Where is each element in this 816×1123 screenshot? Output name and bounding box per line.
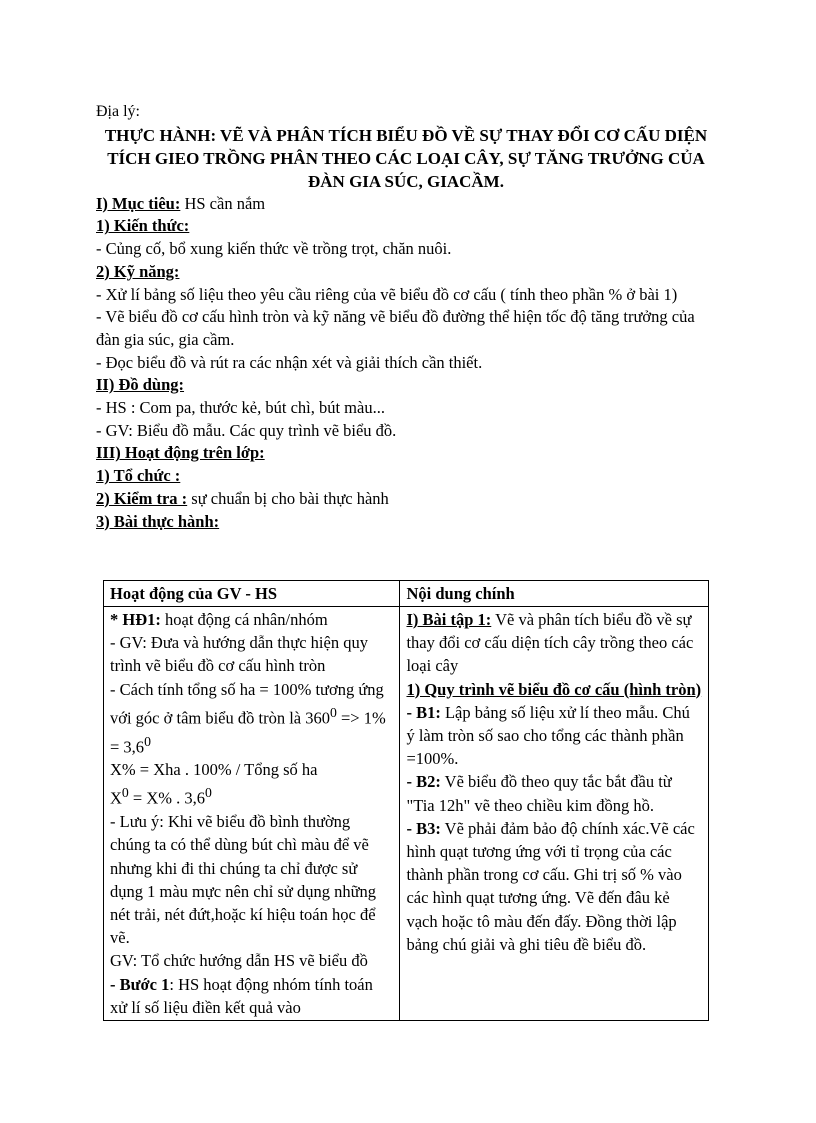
knowledge-heading: 1) Kiến thức:: [96, 216, 190, 236]
practice-heading: 3) Bài thực hành:: [96, 511, 220, 531]
document-body: [96, 101, 716, 533]
degree-sup: 0: [144, 733, 151, 749]
formula-percent: X% = Xha . 100% / Tổng số ha: [110, 760, 318, 780]
b2-label: - B2:: [406, 772, 441, 792]
calc-text: [110, 678, 393, 759]
gv-organize-text: GV: Tổ chức hướng dẫn HS vẽ biểu đồ: [110, 951, 368, 971]
calc-text-b: => 1% = 3,6: [110, 708, 386, 757]
activities-heading: III) Hoạt động trên lớp:: [96, 443, 265, 463]
b3-text: Vẽ phải đảm bảo độ chính xác.Vẽ các hình quạt tương ứng với tỉ trọng của các thành phần trong cơ cấu. Ghi trị số % vào các hình quạt tương ứng. Vẽ đến đâu kẻ vạch hoặc tô màu đến đấy. Đồng thời lập bảng chú giải và ghi tiêu đề biểu đồ.: [406, 818, 695, 954]
activities-cell: [104, 607, 400, 1021]
b1-label: - B1:: [406, 702, 441, 722]
b1-text: Lập bảng số liệu xử lí theo mẫu. Chú ý làm tròn số sao cho tổng các thành phần =100%.: [406, 702, 690, 769]
degree-sup: 0: [330, 704, 337, 720]
skills-item: - Đọc biểu đồ và rút ra các nhận xét và giải thích cần thiết.: [96, 352, 483, 372]
b3-label: - B3:: [406, 818, 441, 838]
skills-heading: 2) Kỹ năng:: [96, 261, 180, 281]
step1-label: - Bước 1: [110, 974, 170, 994]
lesson-table: [103, 580, 709, 1021]
content-cell: [400, 607, 709, 1021]
check-text: sự chuẩn bị cho bài thực hành: [187, 488, 389, 508]
procedure-heading: 1) Quy trình vẽ biểu đồ cơ cấu (hình tròn): [406, 679, 702, 699]
knowledge-item: - Củng cố, bổ xung kiến thức về trồng trọt, chăn nuôi.: [96, 239, 452, 259]
degree-sup: 0: [205, 785, 212, 801]
objectives-tail: HS cần nắm: [180, 193, 266, 213]
gv-guide-text: - GV: Đưa và hướng dẫn thực hiện quy trình vẽ biểu đồ cơ cấu hình tròn: [110, 633, 368, 676]
hd1-text: hoạt động cá nhân/nhóm: [160, 610, 328, 629]
exercise1-text: Vẽ và phân tích biểu đồ về sự thay đổi cơ cấu diện tích cây trồng theo các loại cây: [406, 610, 694, 676]
formula-degree: [110, 781, 393, 810]
col-header-activities: Hoạt động của GV - HS: [104, 581, 400, 607]
skills-item: - Vẽ biểu đồ cơ cấu hình tròn và kỹ năng vẽ biểu đồ đường thể hiện tốc độ tăng trưởng của đàn gia súc, gia cầm.: [96, 307, 695, 349]
calc-text-a: - Cách tính tổng số ha = 100% tương ứng với góc ở tâm biểu đồ tròn là 360: [110, 679, 384, 728]
hd1-label: * HĐ1:: [110, 610, 161, 629]
formula-degree-a: X: [110, 788, 122, 808]
table-header-row: [104, 581, 709, 607]
formula-degree-b: = X% . 3,6: [128, 788, 206, 808]
objectives-heading: I) Mục tiêu:: [96, 193, 181, 213]
equipment-item: - GV: Biểu đồ mẫu. Các quy trình vẽ biểu đồ.: [96, 420, 397, 440]
exercise1-label: I) Bài tập 1:: [406, 610, 492, 629]
check-heading: 2) Kiểm tra :: [96, 488, 188, 508]
organization-heading: 1) Tổ chức :: [96, 466, 181, 486]
degree-sup: 0: [121, 785, 129, 801]
b2-text: Vẽ biểu đồ theo quy tắc bắt đầu từ "Tia 12h" vẽ theo chiều kim đồng hồ.: [406, 772, 672, 815]
col-header-content: Nội dung chính: [400, 581, 709, 607]
subject-label: Địa lý:: [96, 103, 140, 120]
skills-item: - Xử lí bảng số liệu theo yêu cầu riêng của vẽ biểu đồ cơ cấu ( tính theo phần % ở bài 1): [96, 284, 678, 304]
equipment-heading: II) Đồ dùng:: [96, 375, 185, 395]
table-row: [104, 607, 709, 1021]
page-title: THỰC HÀNH: VẼ VÀ PHÂN TÍCH BIỂU ĐỒ VỀ SỰ THAY ĐỔI CƠ CẤU DIỆN TÍCH GIEO TRỒNG PHÂN THEO CÁC LOẠI CÂY, SỰ TĂNG TRƯỞNG CỦA ĐÀN GIA SÚC, GIACẦM.: [104, 125, 708, 191]
step1-text: : HS hoạt động nhóm tính toán xử lí số liệu điền kết quả vào: [110, 974, 373, 1017]
check-line: [96, 488, 716, 511]
equipment-item: - HS : Com pa, thước kẻ, bút chì, bút màu...: [96, 398, 385, 418]
note-text: - Lưu ý: Khi vẽ biểu đồ bình thường chúng ta có thể dùng bút chì màu để vẽ nhưng khi đi thi chúng ta chỉ được sử dụng 1 màu mực nên chỉ sử dụng những nét trải, nét đứt,hoặc kí hiệu toán học để vẽ.: [110, 812, 377, 948]
objectives-line: [96, 193, 716, 216]
